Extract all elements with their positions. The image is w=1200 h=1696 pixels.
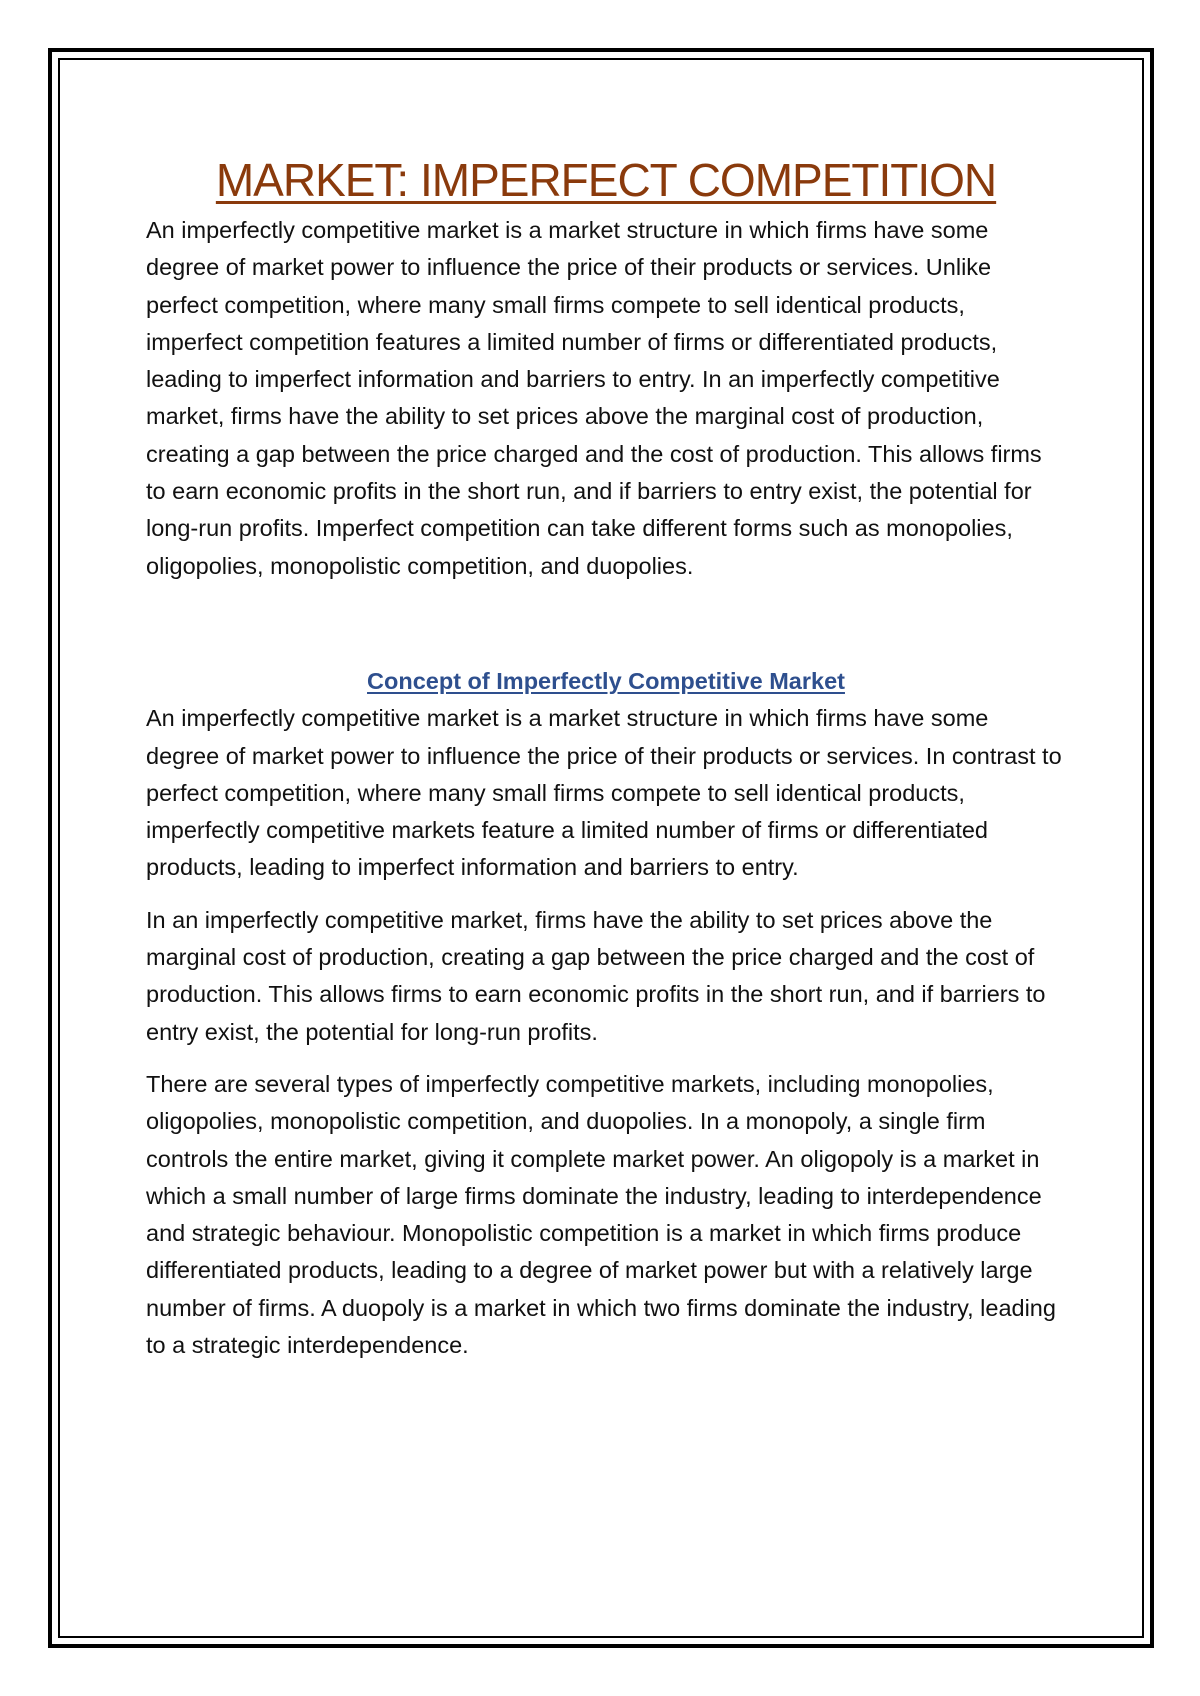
- section-heading: Concept of Imperfectly Competitive Market: [367, 667, 845, 694]
- section-paragraph-1: An imperfectly competitive market is a market structure in which firms have some degree of market power to influence the price of their products or services. In contrast to perfect competition, where many small firms compete to sell identical products, imperfectly competitive markets feature a limited number of firms or differentiated products, leading to imperfect information and barriers to entry.: [146, 705, 1062, 881]
- section-paragraph-3: There are several types of imperfectly competitive markets, including monopolies, oligopolies, monopolistic competition, and duopolies. In a monopoly, a single firm controls the entire market, giving it complete market power. An oligopoly is a market in which a small number of large firms dominate the industry, leading to interdependence and strategic behaviour. Monopolistic competition is a market in which firms produce differentiated products, leading to a degree of market power but with a relatively large number of firms. A duopoly is a market in which two firms dominate the industry, leading to a strategic interdependence.: [146, 1070, 1056, 1359]
- document-body: [146, 148, 1066, 1364]
- section-paragraph-2: In an imperfectly competitive market, firms have the ability to set prices above the marginal cost of production, creating a gap between the price charged and the cost of production. This allows firms to earn economic profits in the short run, and if barriers to entry exist, the potential for long-run profits.: [146, 906, 1046, 1045]
- intro-paragraph: An imperfectly competitive market is a market structure in which firms have some degree of market power to influence the price of their products or services. Unlike perfect competition, where many small firms compete to sell identical products, imperfect competition features a limited number of firms or differentiated products, leading to imperfect information and barriers to entry. In an imperfectly competitive market, firms have the ability to set prices above the marginal cost of production, creating a gap between the price charged and the cost of production. This allows firms to earn economic profits in the short run, and if barriers to entry exist, the potential for long-run profits. Imperfect competition can take different forms such as monopolies, oligopolies, monopolistic competition, and duopolies.: [146, 217, 1042, 579]
- document-title: MARKET: IMPERFECT COMPETITION: [215, 154, 997, 206]
